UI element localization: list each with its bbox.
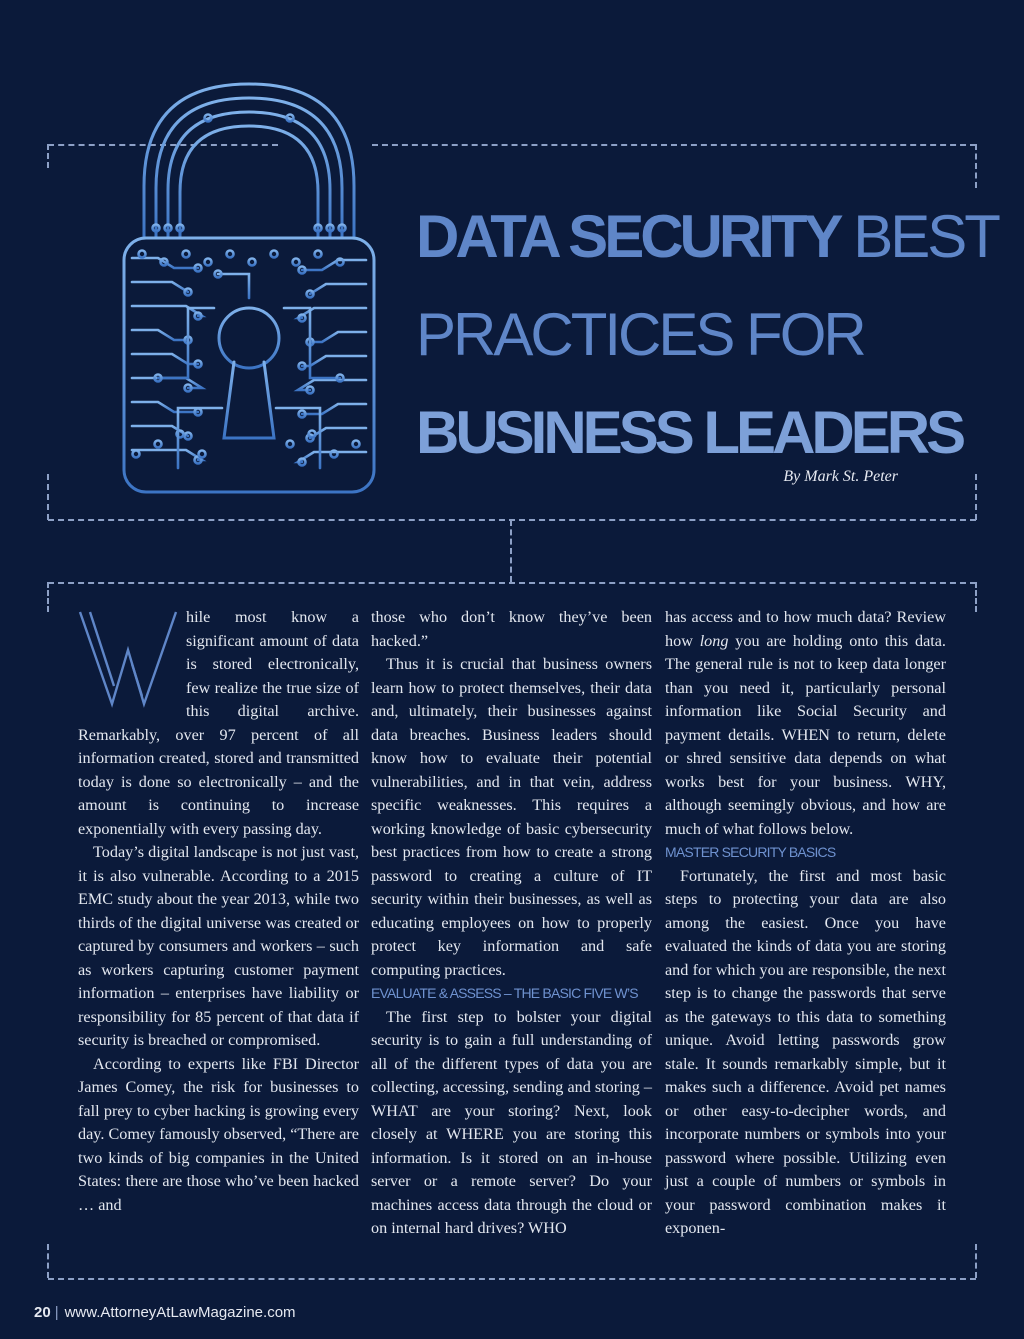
column-3-paragraph-1 (665, 606, 946, 841)
subhead-evaluate-assess: EVALUATE & ASSESS – THE BASIC FIVE W’S (371, 985, 638, 1001)
headline-line-3: BUSINESS LEADERS (416, 399, 963, 466)
frame-body-right-top (975, 582, 977, 612)
frame-top-right (372, 144, 976, 146)
column-3-paragraph-1-start: has access and to how much data? Review how (665, 608, 946, 650)
svg-text:W: W (76, 596, 92, 614)
column-1-paragraph-1: hile most know a significant amount of data is stored electronically, few realize the true size of this digital archive. Remarkably, over 97 percent of all information created, stored and transmitted today is done so electronically – and the amount is continuing to increase exponentially with every passing day. (78, 608, 359, 838)
frame-connector (510, 520, 512, 582)
article-headline (416, 188, 998, 482)
frame-header-bottom (48, 519, 976, 521)
column-2-paragraph-3: The first step to bolster your digital security is to gain a full understanding of all of the different types of data you are collecting, accessing, sending and storing – WHAT are your storing? Next, look closely at WHERE you are storing this information. Is it stored on an in-house server or a remote server? Do your machines access data through the cloud or on internal hard drives? WHO (371, 1007, 652, 1237)
frame-body-right-bottom (975, 1244, 977, 1278)
column-3-paragraph-1-end: you are holding onto this data. The general rule is not to keep data longer than you need it, particularly personal information like Social Security and payment details. WHEN to return, delete or shred sensitive data depends on what works best for your business. WHY, although seemingly obvious, and how are much of what follows below. (665, 631, 946, 838)
letter-w-dropcap (76, 596, 180, 706)
article-column-3 (665, 606, 946, 1241)
frame-left-top (47, 144, 49, 168)
column-2-paragraph-2: Thus it is crucial that business owners learn how to protect themselves, their data and, ultimately, their businesses against data breaches. Business leaders should know how to evaluate their potential vulnerabilities, and in that vein, address specific weaknesses. This requires a working knowledge of basic cybersecurity best practices from how to create a strong password to creating a culture of IT security within their businesses, as well as educating employees on how to properly protect key information and safe computing practices. (371, 655, 652, 979)
frame-left-bottom (47, 474, 49, 520)
column-3-emphasis-long: long (699, 631, 729, 650)
byline: By Mark St. Peter (783, 468, 898, 485)
page-footer (34, 1304, 296, 1321)
column-1-paragraph-3: According to experts like FBI Director James Comey, the risk for businesses to fall prey to cyber hacking is growing every day. Comey famously observed, “There are two kinds of big companies in the United States: there are those who’ve been hacked … and (78, 1054, 359, 1214)
headline-line-1 (416, 188, 998, 286)
column-1-paragraph-2: Today’s digital landscape is not just vast, it is also vulnerable. According to a 2015 EMC study about the year 2013, while two thirds of the digital universe was created or captured by consumers and workers – such as workers capturing customer payment information – enterprises have liability or responsibility for 85 percent of that data if security is breached or compromised. (78, 843, 359, 1049)
frame-body-top (48, 582, 976, 584)
frame-body-bottom (48, 1278, 976, 1280)
subhead-master-security-basics: MASTER SECURITY BASICS (665, 844, 836, 860)
column-3-paragraph-2: Fortunately, the first and most basic steps to protecting your data are also among the easiest. Once you have evaluated the kinds of data you are storing and for which you are responsible, the next step is to change the passwords that serve as the gateways to this data to something unique. Avoid letting passwords grow stale. It sounds remarkably simple, but it makes such a difference. Avoid pet names or other easy-to-decipher words, and incorporate numbers or symbols into your password where possible. Utilizing even just a couple of numbers or symbols in your password combination makes it exponen- (665, 866, 946, 1237)
page-number: 20 (34, 1304, 51, 1321)
frame-body-left-top (47, 582, 49, 612)
article-column-2 (371, 606, 652, 1241)
article-column-1 (76, 596, 359, 1217)
footer-website-link[interactable]: www.AttorneyAtLawMagazine.com (64, 1304, 296, 1321)
footer-separator: | (54, 1304, 59, 1321)
headline-bold-words: DATA SECURITY (416, 203, 840, 270)
column-2-paragraph-1: those who don’t know they’ve been hacked.” (371, 608, 652, 650)
frame-right-top (975, 144, 977, 188)
frame-body-left-bottom (47, 1244, 49, 1278)
circuit-padlock-icon (118, 78, 380, 498)
headline-line-2: PRACTICES FOR (416, 301, 864, 368)
headline-thin-word: BEST (853, 203, 998, 270)
